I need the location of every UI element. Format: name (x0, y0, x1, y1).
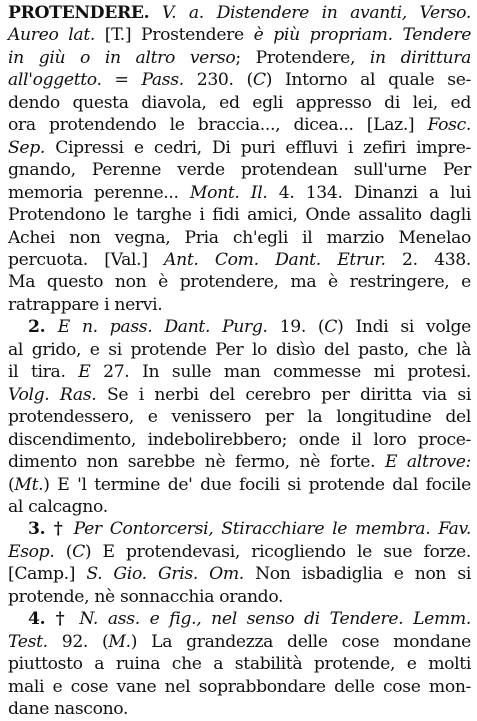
italic-text: è più propriam. Tendere (253, 25, 472, 46)
text-run: ( (54, 541, 73, 562)
italic-text: C (252, 70, 266, 91)
text-run: ) La grandezza delle cose mondane (130, 631, 471, 652)
text-run: ) Indi si volge (337, 317, 471, 338)
text-run: gnando, Perenne verde protendean sull'urne Per (8, 160, 471, 181)
italic-text: M. (108, 631, 131, 652)
text-run: ; Protendere, (235, 47, 370, 68)
text-run: protendessero, e venissero per la longitudine del (8, 407, 471, 428)
text-run: ( (8, 474, 15, 495)
text-run: dane nascono. (8, 699, 129, 720)
bold-text: 2. (28, 317, 58, 338)
text-line (8, 249, 471, 271)
text-line (8, 271, 471, 293)
text-run: dimento non sarebbe nè fermo, nè forte. (8, 452, 385, 473)
text-line (8, 159, 471, 181)
italic-text: Ant. Com. Dant. Etrur. (164, 249, 386, 270)
text-line (8, 698, 471, 720)
text-run: mali e cose vane nel soprabbondare delle cose mon- (8, 676, 471, 697)
italic-text: E n. pass. Dant. Purg. (57, 317, 268, 338)
text-line (8, 653, 471, 675)
text-run: ora protendendo le braccia..., dicea... [Laz.] (8, 115, 428, 136)
text-run: [T.] Prostendere (95, 25, 254, 46)
italic-text: Esop. (8, 541, 55, 562)
italic-text: Sep. (8, 137, 46, 158)
text-run: ) Intorno al quale se- (265, 70, 471, 91)
italic-text: Mont. Il. (189, 182, 268, 203)
bold-text: 4. † (28, 609, 80, 630)
text-line (8, 451, 471, 473)
text-line (8, 182, 471, 204)
text-line (8, 586, 471, 608)
text-run: 27. In sulle man commesse mi protesi. (90, 362, 471, 383)
italic-text: C (72, 541, 85, 562)
text-line (8, 294, 471, 316)
text-line (8, 474, 471, 496)
text-line (8, 47, 471, 69)
text-line (8, 429, 471, 451)
text-run: ) E 'l termine de' due focili si protende dal focile (43, 474, 471, 495)
text-line (8, 339, 471, 361)
text-run: protende, nè sonnacchia orando. (8, 586, 284, 607)
text-line (8, 361, 471, 383)
text-line (8, 316, 471, 338)
text-line (8, 92, 471, 114)
text-line (8, 204, 471, 226)
text-line (8, 2, 471, 24)
italic-text: Test. (8, 631, 48, 652)
italic-text: in dirittura (369, 47, 471, 68)
text-run: [Camp.] (8, 564, 87, 585)
text-run: Non isbadiglia e non si (243, 564, 471, 585)
text-run: al grido, e si protende Per lo disìo del pasto, che là (8, 339, 471, 360)
text-run: piuttosto a ruina che a stabilità protende, e molti (8, 654, 471, 675)
text-run: 2. 438. (385, 249, 471, 270)
text-run: discendimento, indebolirebbero; onde il loro proce- (8, 429, 471, 450)
italic-text: Mt. (14, 474, 44, 495)
bold-text: PROTENDERE. (8, 3, 150, 23)
italic-text: Volg. Ras. (8, 384, 97, 405)
text-line (8, 631, 471, 653)
text-run: Se i nerbi del cerebro per diritta via si (96, 384, 471, 405)
text-line (8, 114, 471, 136)
italic-text: V. a. Distendere in avanti, Verso. (162, 3, 471, 23)
text-run: Cipressi e cedri, Di puri effluvi i zefiri impre- (45, 137, 471, 158)
italic-text: E (78, 362, 91, 383)
text-line (8, 608, 471, 630)
text-line (8, 384, 471, 406)
italic-text: all'oggetto. = Pass. (8, 70, 184, 91)
text-run: 4. 134. Dinanzi a lui (267, 182, 472, 203)
text-run: 92. ( (47, 631, 109, 652)
text-run: Ma questo non è protendere, ma è restringere, e (8, 272, 471, 293)
text-run: percuota. [Val.] (8, 249, 165, 270)
text-run: Protendono le targhe i fidi amici, Onde assalito dagli (8, 205, 471, 226)
italic-text: N. ass. e fig., nel senso di Tendere. Lemm. (79, 609, 471, 630)
text-line (8, 518, 471, 540)
text-line (8, 69, 471, 91)
text-run: ratrappare i nervi. (8, 294, 163, 315)
italic-text: Aureo lat. (8, 25, 95, 46)
text-run: dendo questa diavola, ed egli appresso di lei, ed (8, 92, 471, 113)
italic-text: in giù o in altro verso (8, 47, 236, 68)
text-run: 19. ( (267, 317, 325, 338)
text-line (8, 227, 471, 249)
text-line (8, 406, 471, 428)
italic-text: E altrove: (384, 452, 471, 473)
text-line (8, 563, 471, 585)
italic-text: Fosc. (427, 115, 471, 136)
text-run: al calcagno. (8, 496, 108, 517)
bold-text: 3. † (28, 519, 74, 540)
text-run: ) E protendevasi, ricogliendo le sue forze. (84, 541, 471, 562)
text-run: 230. ( (183, 70, 253, 91)
text-run: memoria perenne... (8, 182, 190, 203)
text-run (149, 3, 162, 23)
text-line (8, 24, 471, 46)
italic-text: S. Gio. Gris. Om. (86, 564, 244, 585)
text-line (8, 676, 471, 698)
text-line (8, 496, 471, 518)
text-run: il tira. (8, 362, 79, 383)
italic-text: Per Contorcersi, Stiracchiare le membra. Fav. (73, 519, 471, 540)
text-run: Achei non vegna, Pria ch'egli il marzio Menelao (8, 227, 471, 248)
italic-text: C (324, 317, 338, 338)
text-line (8, 541, 471, 563)
text-line (8, 137, 471, 159)
